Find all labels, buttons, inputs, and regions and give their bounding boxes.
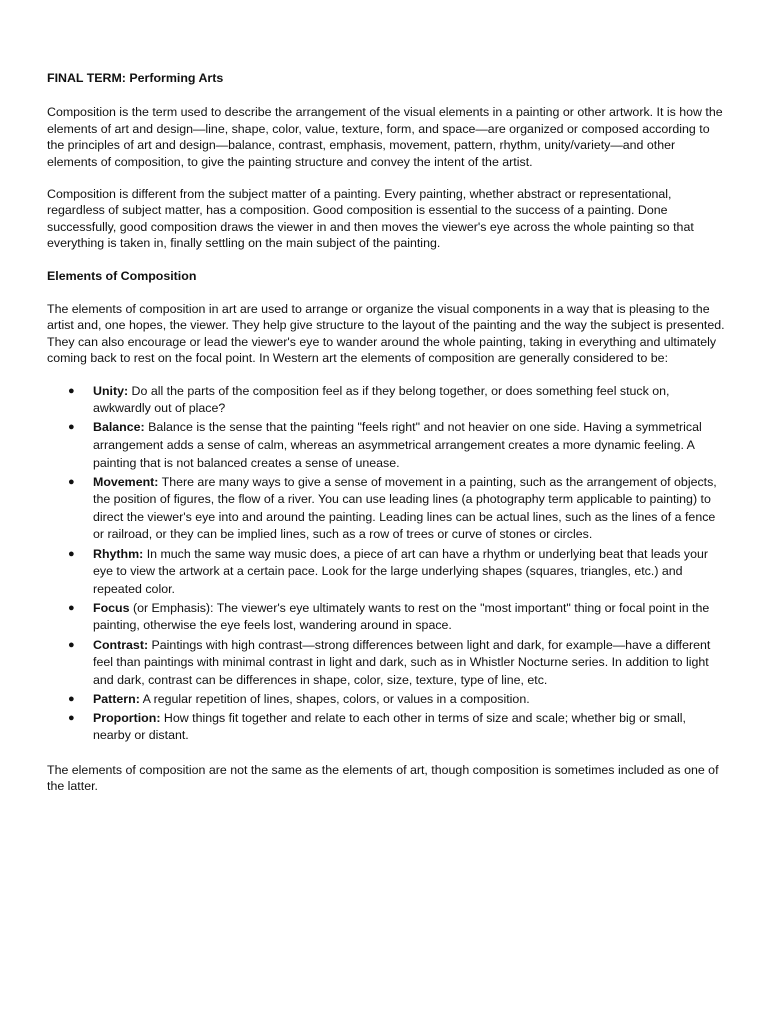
list-item-text: Paintings with high contrast—strong differences between light and dark, for example—have a different feel than paintings with minimal contrast in light and dark, such as in Whistler Nocturne series. In addition to light and dark, contrast can be differences in shape, color, size, texture, type of line, etc.	[93, 637, 711, 687]
bullet-icon: ●	[68, 692, 75, 705]
list-item-term: Rhythm:	[93, 546, 144, 561]
list-item-text: How things fit together and relate to each other in terms of size and scale; whether big or small, nearby or distant.	[93, 710, 686, 743]
list-item-movement	[68, 474, 727, 544]
list-item-text: Balance is the sense that the painting "feels right" and not heavier on one side. Having a symmetrical arrangement adds a sense of calm, whereas an asymmetrical arrangement creates a more dynamic feeling. A painting that is not balanced creates a sense of unease.	[93, 420, 702, 470]
bullet-icon: ●	[68, 547, 75, 560]
list-item-text: A regular repetition of lines, shapes, colors, or values in a composition.	[139, 691, 530, 706]
list-item-term: Contrast:	[93, 637, 149, 652]
list-item-pattern	[68, 691, 727, 709]
bullet-icon: ●	[68, 475, 75, 488]
paragraph-composition-definition: Composition is the term used to describe the arrangement of the visual elements in a painting or other artwork. It is how the elements of art and design—line, shape, color, value, texture, form, and space—are organized or composed according to the principles of art and design—balance, contrast, emphasis, movement, pattern, rhythm, unity/variety—and other elements of composition, to give the painting structure and convey the intent of the artist.	[47, 105, 723, 169]
list-item-balance	[68, 419, 727, 472]
list-item-term: Focus	[93, 600, 130, 615]
bullet-icon: ●	[68, 384, 75, 397]
list-item-text: There are many ways to give a sense of movement in a painting, such as the arrangement of objects, the position of figures, the flow of a river. You can use leading lines (a photography term applicable to painting) to direct the viewer's eye into and around the painting. Leading lines can be actual lines, such as the lines of a fence or railroad, or they can be implied lines, such as a row of trees or curve of stones or circles.	[93, 474, 717, 542]
list-item-text: In much the same way music does, a piece of art can have a rhythm or underlying beat that leads your eye to view the artwork at a certain pace. Look for the large underlying shapes (squares, triangles, etc.) and repeated color.	[93, 546, 709, 596]
list-item-contrast	[68, 637, 727, 690]
list-item-focus	[68, 600, 727, 635]
list-item-text: (or Emphasis): The viewer's eye ultimately wants to rest on the "most important" thing or focal point in the painting, otherwise the eye feels lost, wandering around in space.	[93, 600, 710, 633]
list-item-proportion	[68, 710, 727, 745]
section-heading-elements: Elements of Composition	[47, 268, 197, 283]
bullet-icon: ●	[68, 711, 75, 724]
paragraph-closing: The elements of composition are not the same as the elements of art, though composition is sometimes included as one of the latter.	[47, 763, 719, 794]
list-item-term: Unity:	[93, 383, 129, 398]
elements-list	[47, 383, 727, 745]
paragraph-elements-intro: The elements of composition in art are used to arrange or organize the visual components in a way that is pleasing to the artist and, one hopes, the viewer. They help give structure to the layout of the painting and the way the subject is presented. They can also encourage or lead the viewer's eye to wander around the whole painting, taking in everything and ultimately coming back to rest on the focal point. In Western art the elements of composition are generally considered to be:	[47, 302, 725, 366]
bullet-icon: ●	[68, 638, 75, 651]
bullet-icon: ●	[68, 601, 75, 614]
bullet-icon: ●	[68, 421, 75, 434]
list-item-unity	[68, 383, 727, 418]
list-item-term: Movement:	[93, 474, 159, 489]
list-item-text: Do all the parts of the composition feel as if they belong together, or does something feel stuck on, awkwardly out of place?	[93, 383, 670, 416]
list-item-term: Pattern:	[93, 691, 140, 706]
list-item-term: Balance:	[93, 420, 145, 435]
paragraph-composition-vs-subject: Composition is different from the subject matter of a painting. Every painting, whether abstract or representational, regardless of subject matter, has a composition. Good composition is essential to the success of a painting. Done successfully, good composition draws the viewer in and then moves the viewer's eye across the whole painting so that everything is taken in, finally settling on the main subject of the painting.	[47, 187, 694, 251]
document-page	[47, 70, 727, 811]
document-title: FINAL TERM: Performing Arts	[47, 71, 224, 85]
list-item-term: Proportion:	[93, 710, 161, 725]
list-item-rhythm	[68, 546, 727, 599]
